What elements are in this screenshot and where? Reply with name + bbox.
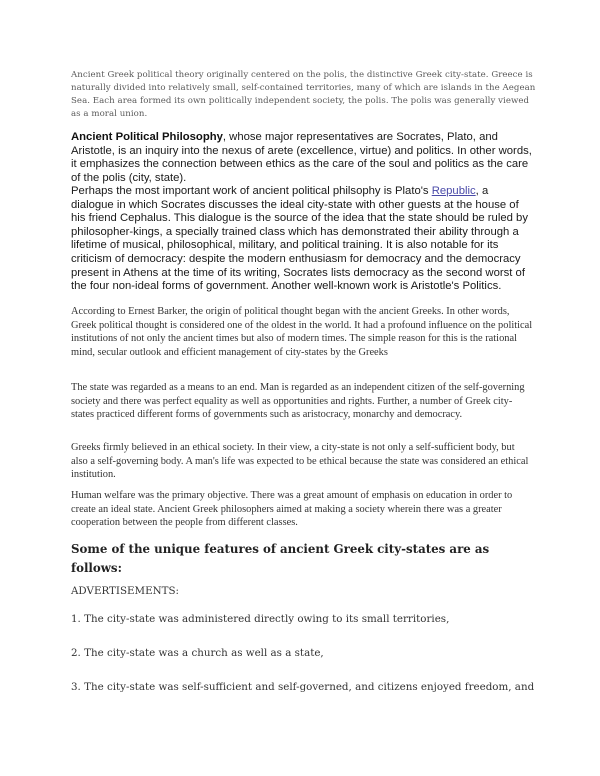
list-item: 2. The city-state was a church as well as a state, — [71, 647, 324, 659]
plato-text-before: Perhaps the most important work of ancient political philsophy is Plato's — [71, 185, 432, 197]
plato-paragraph — [71, 185, 533, 294]
human-welfare-paragraph: Human welfare was the primary objective. There was a great amount of emphasis on education in order to create an ideal state. Ancient Greek philosophers aimed at making a society wherein there was a greater cooperation between the people from different classes. — [71, 490, 513, 528]
political-philosophy-paragraph — [71, 131, 533, 185]
intro-paragraph: Ancient Greek political theory originally centered on the polis, the distinctive Greek city-state. Greece is naturally divided into relatively small, self-contained territories, many of which are islands in the Aegean Sea. Each area formed its own politically independent society, the polis. The polis was generally viewed as a moral union. — [71, 70, 536, 119]
features-heading: Some of the unique features of ancient Greek city-states are as follows: — [71, 542, 490, 575]
list-item: 3. The city-state was self-sufficient and self-governed, and citizens enjoyed freedom, and — [71, 681, 535, 693]
advertisements-label: ADVERTISEMENTS: — [71, 585, 180, 597]
barker-paragraph: According to Ernest Barker, the origin of political thought began with the ancient Greeks. In other words, Greek political thought is considered one of the oldest in the world. It had a profound influence on the political institutions of not only the ancient times but also of modern times. The simple reason for this is the rational mind, secular outlook and efficient management of city-states by the Greeks — [71, 306, 533, 358]
plato-text-after: , a dialogue in which Socrates discusses the ideal city-state with other guests at the house of his friend Cephalus. This dialogue is the source of the idea that the state should be ruled by philosopher-kings, a specially trained class which has demonstrated their ability through a lifetime of musical, philosophical, military, and political training. It is also notable for its criticism of democracy: despite the modern enthusiasm for democracy and the democracy present in Athens at the time of its writing, Socrates lists democracy as the second worst of the four non-ideal forms of government. Another well-known work is Aristotle's Politics. — [71, 185, 528, 293]
list-item: 1. The city-state was administered directly owing to its small territories, — [71, 613, 450, 625]
ethical-society-paragraph: Greeks firmly believed in an ethical society. In their view, a city-state is not only a self-sufficient body, but also a self-governing body. A man's life was expected to be ethical because the state was considered an ethical institution. — [71, 442, 529, 480]
state-paragraph: The state was regarded as a means to an end. Man is regarded as an independent citizen of the self-governing society and there was perfect equality as well as opportunities and rights. Further, a number of Greek city-states practiced different forms of governments such as aristocracy, monarchy and democracy. — [71, 382, 525, 420]
philosophy-text: , whose major representatives are Socrates, Plato, and Aristotle, is an inquiry into the nexus of arete (excellence, virtue) and politics. In other words, it emphasizes the connection between ethics as the care of the soul and politics as the care of the polis (city, state). — [71, 131, 532, 184]
republic-link[interactable]: Republic — [431, 185, 476, 197]
philosophy-term: Ancient Political Philosophy — [71, 131, 223, 143]
